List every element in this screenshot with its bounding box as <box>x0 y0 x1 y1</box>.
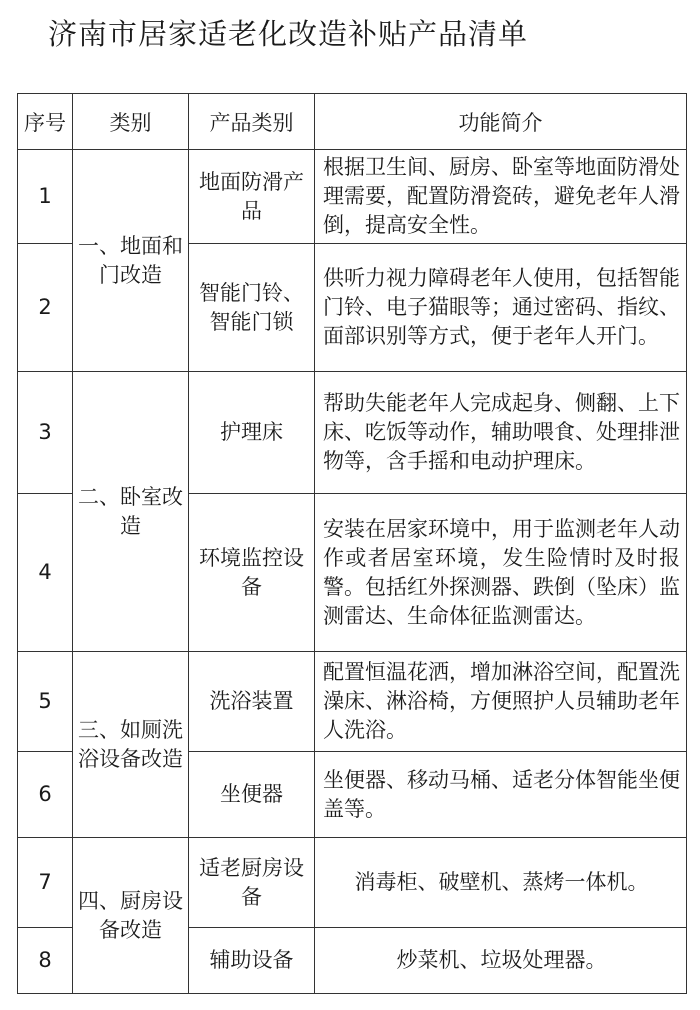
page-title: 济南市居家适老化改造补贴产品清单 <box>48 17 529 51</box>
description-cell: 坐便器、移动马桶、适老分体智能坐便盖等。 <box>315 752 687 838</box>
table-row <box>18 150 687 244</box>
description-cell: 安装在居家环境中，用于监测老年人动作或者居室环境，发生险情时及时报警。包括红外探测器、跌倒（坠床）监测雷达、生命体征监测雷达。 <box>315 494 687 652</box>
category-cell: 三、如厕洗浴设备改造 <box>73 652 189 838</box>
header-num: 序号 <box>18 94 73 150</box>
row-num: 4 <box>18 494 73 652</box>
product-cell: 辅助设备 <box>189 928 315 994</box>
table-row <box>18 372 687 494</box>
header-description: 功能简介 <box>315 94 687 150</box>
category-cell: 二、卧室改造 <box>73 372 189 652</box>
category-cell: 四、厨房设备改造 <box>73 838 189 994</box>
table-row <box>18 838 687 928</box>
product-cell: 环境监控设备 <box>189 494 315 652</box>
row-num: 7 <box>18 838 73 928</box>
product-cell: 护理床 <box>189 372 315 494</box>
row-num: 5 <box>18 652 73 752</box>
product-cell: 地面防滑产品 <box>189 150 315 244</box>
description-cell: 炒菜机、垃圾处理器。 <box>315 928 687 994</box>
subsidy-product-table <box>17 93 687 994</box>
description-cell: 消毒柜、破壁机、蒸烤一体机。 <box>315 838 687 928</box>
product-cell: 智能门铃、智能门锁 <box>189 244 315 372</box>
header-product: 产品类别 <box>189 94 315 150</box>
row-num: 3 <box>18 372 73 494</box>
description-cell: 帮助失能老年人完成起身、侧翻、上下床、吃饭等动作，辅助喂食、处理排泄物等，含手摇和电动护理床。 <box>315 372 687 494</box>
row-num: 1 <box>18 150 73 244</box>
header-category: 类别 <box>73 94 189 150</box>
row-num: 2 <box>18 244 73 372</box>
table-row <box>18 652 687 752</box>
description-cell: 根据卫生间、厨房、卧室等地面防滑处理需要，配置防滑瓷砖，避免老年人滑倒，提高安全性。 <box>315 150 687 244</box>
table-header-row <box>18 94 687 150</box>
description-cell: 供听力视力障碍老年人使用，包括智能门铃、电子猫眼等；通过密码、指纹、面部识别等方式，便于老年人开门。 <box>315 244 687 372</box>
product-cell: 洗浴装置 <box>189 652 315 752</box>
description-cell: 配置恒温花洒，增加淋浴空间，配置洗澡床、淋浴椅，方便照护人员辅助老年人洗浴。 <box>315 652 687 752</box>
category-cell: 一、地面和门改造 <box>73 150 189 372</box>
row-num: 8 <box>18 928 73 994</box>
product-cell: 适老厨房设备 <box>189 838 315 928</box>
row-num: 6 <box>18 752 73 838</box>
product-cell: 坐便器 <box>189 752 315 838</box>
